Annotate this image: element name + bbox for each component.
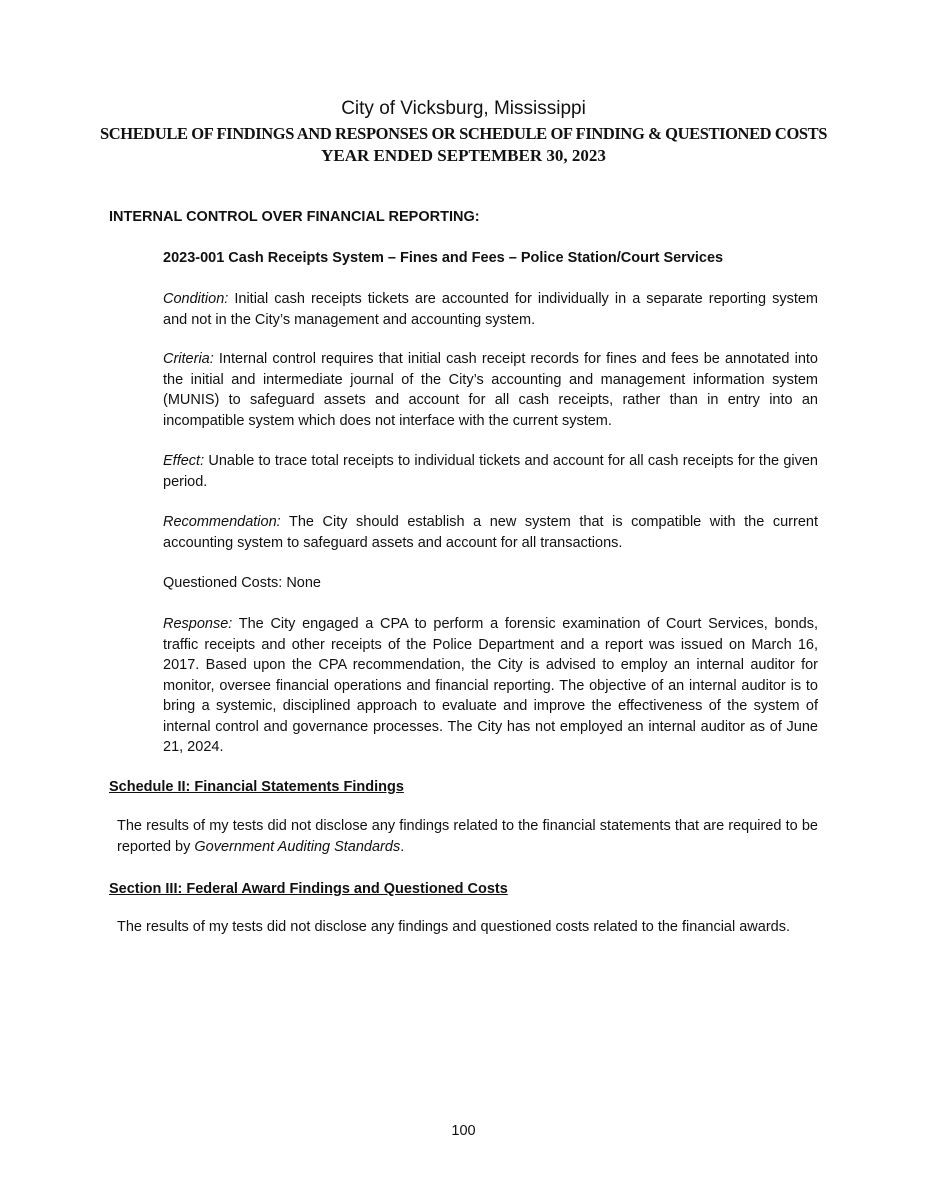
schedule-title: SCHEDULE OF FINDINGS AND RESPONSES OR SCHEDULE OF FINDING & QUESTIONED COSTS — [99, 124, 828, 143]
recommendation-text: The City should establish a new system that is compatible with the current accounting system to safeguard assets and account for all transactions. — [163, 514, 818, 551]
finding-title: 2023-001 Cash Receipts System – Fines and Fees – Police Station/Court Services — [163, 250, 724, 266]
questioned-costs: Questioned Costs: None — [163, 575, 321, 591]
condition-paragraph — [163, 289, 818, 330]
city-title: City of Vicksburg, Mississippi — [341, 98, 586, 119]
section-iii-paragraph: The results of my tests did not disclose any findings and questioned costs related to the financial awards. — [117, 919, 791, 935]
schedule-ii-text: The results of my tests did not disclose any findings related to the financial statements that are required to be reported by — [117, 818, 818, 855]
condition-label: Condition: — [163, 291, 229, 307]
period-title: YEAR ENDED SEPTEMBER 30, 2023 — [321, 146, 606, 165]
page-number: 100 — [451, 1123, 476, 1139]
schedule-ii-paragraph — [117, 816, 818, 857]
section-iii-heading: Section III: Federal Award Findings and Questioned Costs — [109, 881, 508, 897]
criteria-paragraph — [163, 349, 818, 431]
recommendation-label: Recommendation: — [163, 514, 281, 530]
schedule-ii-text-end: . — [400, 838, 405, 855]
effect-text: Unable to trace total receipts to individual tickets and account for all cash receipts for the given period. — [163, 453, 818, 490]
condition-text: Initial cash receipts tickets are accounted for individually in a separate reporting system and not in the City’s management and accounting system. — [163, 291, 818, 328]
response-label: Response: — [163, 616, 233, 632]
internal-control-heading: INTERNAL CONTROL OVER FINANCIAL REPORTING: — [109, 209, 480, 225]
response-text: The City engaged a CPA to perform a forensic examination of Court Services, bonds, traffic receipts and other receipts of the Police Department and a report was issued on March 16, 2017. Based upon the CPA recommendation, the City is advised to employ an internal auditor for monitor, oversee financial operations and financial reporting. The objective of an internal auditor is to bring a systemic, disciplined approach to evaluate and improve the effectiveness of the system of internal control and governance processes. The City has not employed an internal auditor as of June 21, 2024. — [163, 616, 818, 755]
recommendation-paragraph — [163, 512, 818, 553]
effect-label: Effect: — [163, 453, 205, 469]
gas-title: Government Auditing Standards — [194, 838, 401, 855]
schedule-ii-heading: Schedule II: Financial Statements Findings — [109, 779, 404, 795]
criteria-label: Criteria: — [163, 351, 214, 367]
effect-paragraph — [163, 451, 818, 492]
criteria-text: Internal control requires that initial cash receipt records for fines and fees be annotated into the initial and intermediate journal of the City’s accounting and management information system (MUNIS) to safeguard assets and account for all cash receipts, rather than in entry into an incompatible system which does not interface with the current system. — [163, 351, 818, 429]
response-paragraph — [163, 614, 818, 758]
